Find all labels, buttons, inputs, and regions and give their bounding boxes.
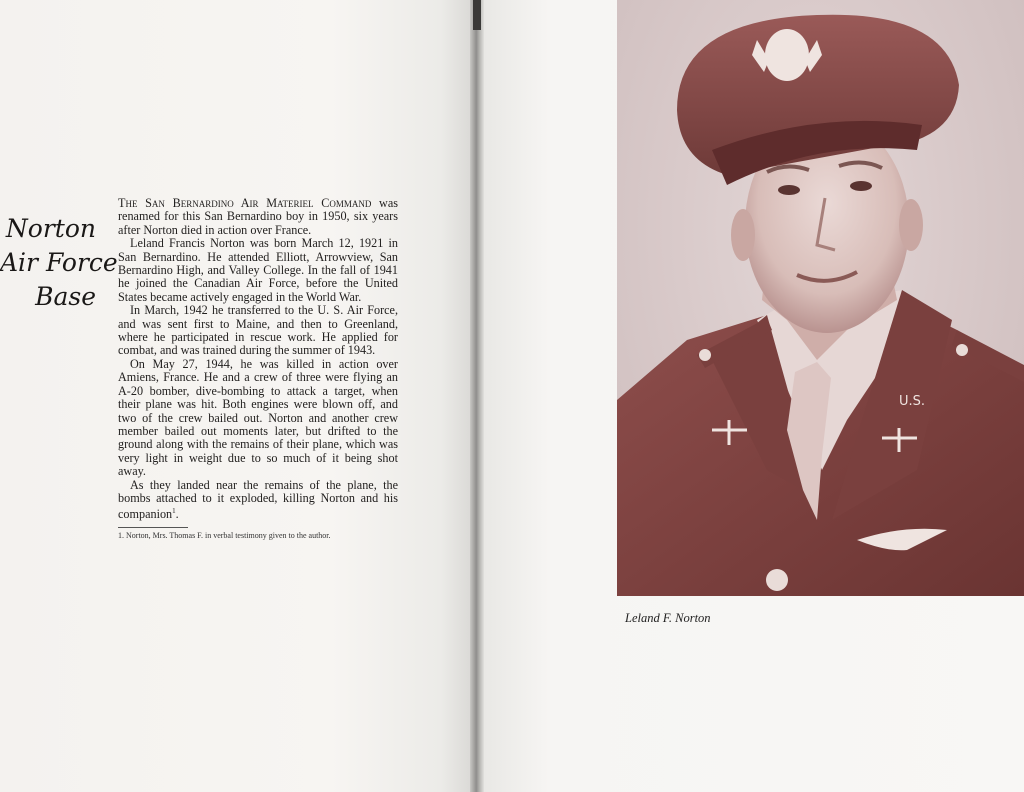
paragraph-4: On May 27, 1944, he was killed in action over Amiens, France. He and a crew of three were flying an A-20 bomber, dive-bombing to attack a target, when their plane was hit. Both engines were blown off, and two of the crew bailed out. Norton and another crew member bailed out moments later, but drifted to the ground along with the remains of their plane, which was very light in weight due to so much of it being shot away.: [118, 356, 398, 479]
body-text: [118, 197, 398, 541]
paragraph-5: As they landed near the remains of the plane, the bombs attached to it exploded, killing Norton and his companion$^1$.: [118, 477, 398, 522]
paragraph-2: Leland Francis Norton was born March 12, 1921 in San Bernardino. He attended Elliott, Arrowview, San Bernardino High, and Valley College. In the fall of 1941 he joined the Canadian Air Force, before the United States became actively engaged in the World War.: [118, 236, 398, 304]
shoulder-button-left: [699, 349, 711, 361]
paragraph-3: In March, 1942 he transferred to the U. S. Air Force, and was sent first to Maine, and then to Greenland, where he participated in rescue work. He applied for combat, and was trained during the summer of 1943.: [118, 303, 398, 358]
shoulder-button-right: [956, 344, 968, 356]
collar-insignia: U.S.: [899, 394, 926, 409]
left-eye: [778, 185, 800, 195]
lead-smallcaps: The San Bernardino Air Materiel Command: [118, 196, 372, 210]
book-gutter: [470, 0, 484, 792]
side-title-line-2: Air Force: [0, 248, 118, 277]
left-ear: [731, 209, 755, 261]
portrait-photo: [617, 0, 1024, 596]
footnote: 1. Norton, Mrs. Thomas F. in verbal testimony given to the author.: [118, 530, 331, 540]
paragraph-5-text: As they landed near the remains of the plane, the bombs attached to it exploded, killing Norton and his companion: [118, 477, 398, 522]
portrait-illustration: [617, 0, 1024, 596]
paragraph-1: [118, 197, 398, 237]
chapter-side-title: [0, 212, 118, 314]
right-ear: [899, 199, 923, 251]
paragraph-1-text: was renamed for this San Bernardino boy in 1950, six years after Norton died in action over France.: [118, 196, 399, 237]
side-title-line-1: Norton: [5, 214, 96, 243]
side-title-line-3: Base: [35, 282, 96, 311]
right-eye: [850, 181, 872, 191]
coat-button: [766, 569, 788, 591]
footnote-divider: [118, 527, 188, 528]
book-spine-shadow: [473, 0, 481, 30]
photo-caption: Leland F. Norton: [625, 611, 711, 625]
footnote-marker: 1: [172, 507, 176, 516]
